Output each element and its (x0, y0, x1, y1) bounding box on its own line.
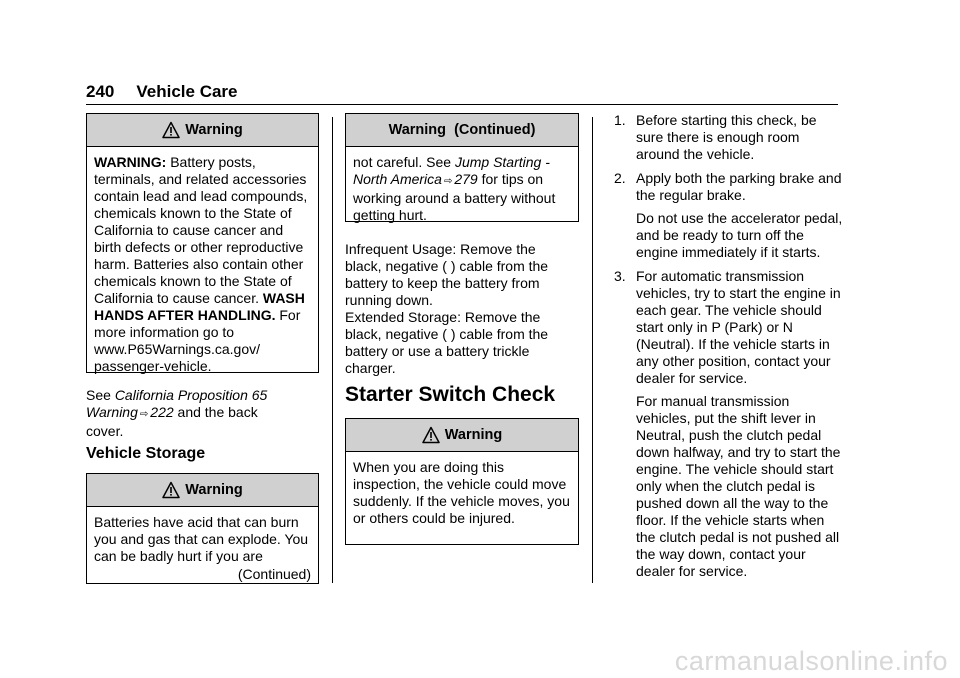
warning-header (87, 114, 318, 147)
warning-box-starter (345, 418, 579, 545)
warning-box-battery-acid (86, 473, 319, 584)
warning-header (87, 474, 318, 507)
list-item: 1. Before starting this check, be sure there is enough room around the vehicle. (614, 112, 817, 162)
page-reference-icon: ⇨ (139, 409, 149, 420)
warning-text: not careful. See Jump Starting - North America ⇨ 279 for tips on working around a battery without getting hurt. (353, 154, 556, 223)
vehicle-storage-heading: Vehicle Storage (86, 445, 206, 462)
continued-label: (Continued) (237, 566, 311, 582)
page-reference-icon: ⇨ (443, 176, 453, 187)
warning-triangle-icon (422, 426, 440, 444)
header-rule (86, 104, 838, 105)
warning-title: Warning (185, 121, 243, 138)
warning-title: Warning (Continued) (388, 121, 536, 138)
proposition-65-link[interactable]: California Proposition 65 Warning (86, 387, 268, 420)
warning-text: Batteries have acid that can burn you and gas that can explode. You can be badly hurt if you are (94, 514, 309, 564)
extended-storage-paragraph: Extended Storage: Remove the black, negative ( ) cable from the battery or use a battery trickle charger. (345, 309, 549, 376)
warning-text: When you are doing this inspection, the vehicle could move suddenly. If the vehicle moves, you or others could be injured. (353, 459, 570, 526)
page-number: 240 (86, 82, 115, 101)
list-item: 2. Apply both the parking brake and the regular brake. Do not use the accelerator pedal, and be ready to turn off the engine immediately if it starts. (614, 170, 843, 260)
section-title: Vehicle Care (136, 82, 238, 101)
warning-header (346, 419, 578, 452)
starter-switch-check-heading: Starter Switch Check (345, 383, 556, 406)
starter-check-steps (614, 112, 844, 587)
warning-title: Warning (185, 481, 243, 498)
warning-triangle-icon (162, 481, 180, 499)
jump-starting-link[interactable]: Jump Starting - North America (353, 154, 550, 187)
see-reference: See California Proposition 65 Warning ⇨ 222 and the back cover. (86, 387, 268, 439)
warning-title: Warning (444, 426, 503, 443)
warning-text: WARNING: Battery posts, terminals, and related accessories contain lead and lead compounds, chemicals known to the State of California to cause cancer and birth defects or other reproductive harm. Batteries also contain other chemicals known to the State of California to cause cancer. WASH HANDS AFTER HANDLING. For more information go to www.P65Warnings.ca.gov/ passenger-vehicle. (94, 154, 308, 374)
column-divider-2 (592, 117, 593, 583)
list-item: 3. For automatic transmission vehicles, try to start the engine in each gear. The vehicle should start only in P (Park) or N (Neutral). If the vehicle starts in any other position, contact your dealer for service. For manual transmission vehicles, put the shift lever in Neutral, push the clutch pedal down halfway, and try to start the engine. The vehicle should start only when the clutch pedal is pushed down all the way to the floor. If the vehicle starts when the clutch pedal is not pushed all the way down, contact your dealer for service. (614, 268, 841, 579)
column-divider-1 (332, 117, 333, 583)
watermark: carmanualsonline.info (674, 646, 948, 676)
warning-box-battery-posts (86, 113, 319, 373)
page-header (86, 83, 238, 100)
infrequent-usage-paragraph: Infrequent Usage: Remove the black, negative ( ) cable from the battery to keep the battery from running down. (345, 241, 549, 308)
warning-triangle-icon (162, 121, 180, 139)
warning-box-continued (345, 113, 579, 222)
warning-header (346, 114, 578, 147)
